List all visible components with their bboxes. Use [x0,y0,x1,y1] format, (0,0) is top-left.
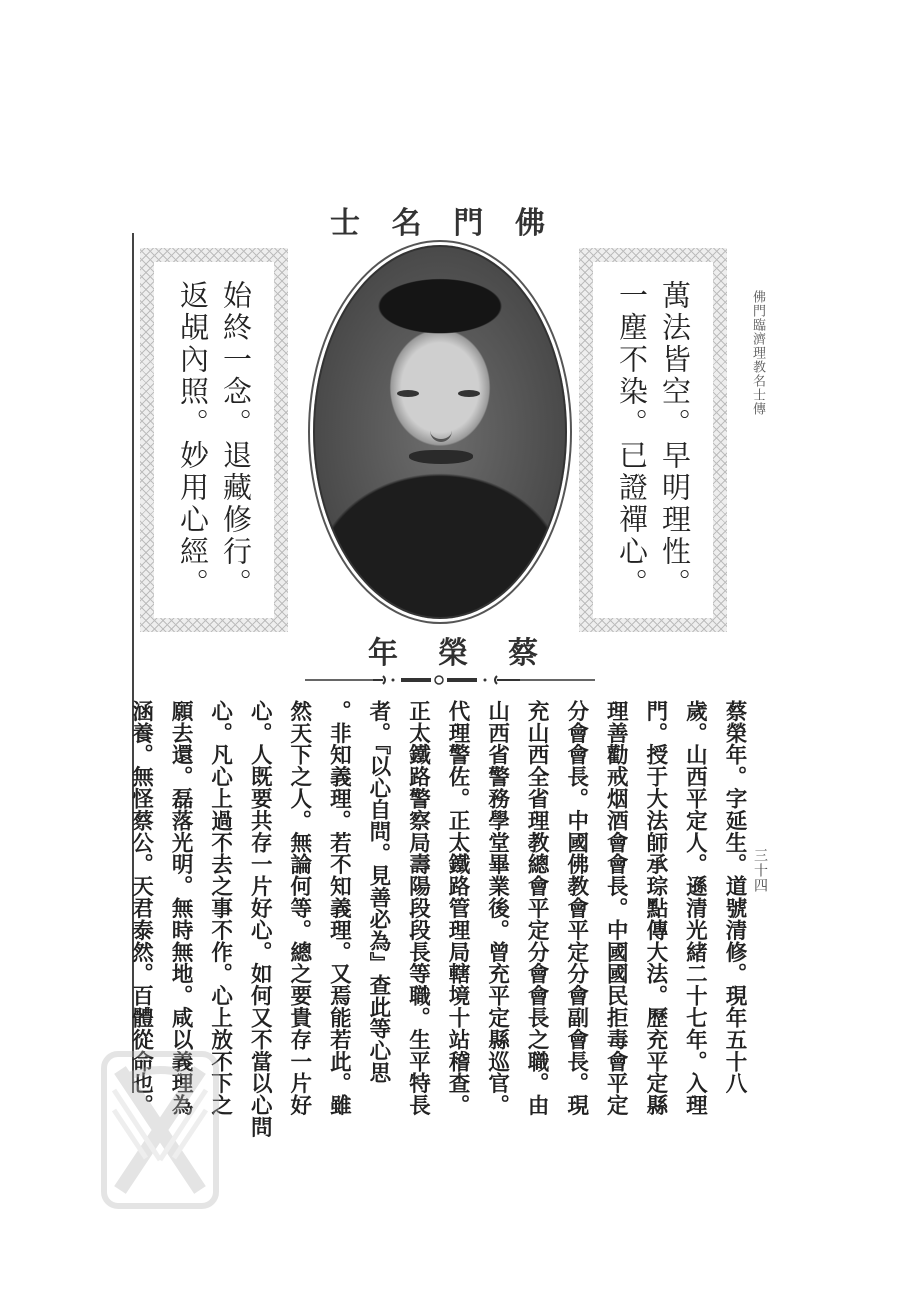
portrait-eye [397,390,419,397]
text-column: 充山西全省理教總會平定分會會長之職。由 [524,700,550,1117]
portrait-eye [458,390,480,397]
watermark-logo-icon [100,1050,220,1210]
text-column: 蔡榮年。字延生。道號清修。現年五十八 [721,700,747,1095]
portrait-photo [313,245,567,619]
running-head: 佛門臨濟理教名士傳 [750,290,765,416]
left-verse-panel-inner [154,262,274,618]
text-column: 歲。山西平定人。遜清光緒二十七年。入理 [682,700,708,1117]
text-column: 者。『以心自問。見善必為』查此等心思 [365,700,391,1084]
left-verse-panel [140,248,288,632]
heading-char: 門 [453,206,484,241]
text-column: 。非知義理。若不知義理。又焉能若此。雖 [326,700,352,1117]
text-column: 正太鐵路警察局壽陽段段長等職。生平特長 [405,700,431,1117]
caption-char: 榮 [438,636,468,671]
portrait-nose [430,419,452,442]
text-column: 涵養。無怪蔡公。天君泰然。百體從命也。 [128,700,154,1117]
text-column: 山西省警務學堂畢業後。曾充平定縣巡官。 [484,700,510,1117]
page-heading [330,198,545,242]
verse-column: 返覘內照。妙用心經。 [176,280,210,600]
heading-char: 名 [391,206,422,241]
verse-column: 萬法皆空。早明理性。 [658,280,692,600]
page-number: 三十四 [752,848,768,893]
right-verse-panel [579,248,727,632]
verse-column: 始終一念。退藏修行。 [219,280,253,600]
portrait-caption [368,628,538,672]
text-column: 然天下之人。無論何等。總之要貴存一片好 [286,700,312,1117]
caption-char: 蔡 [508,636,538,671]
text-column: 理善勸戒烟酒會會長。中國國民拒毒會平定 [603,700,629,1117]
biography-text [128,700,747,1138]
right-verse-panel-inner [593,262,713,618]
heading-char: 佛 [514,206,545,241]
caption-char: 年 [368,636,398,671]
text-column: 分會會長。中國佛教會平定分會副會長。現 [563,700,589,1117]
text-column: 願去還。磊落光明。無時無地。咸以義理為 [168,700,194,1117]
text-column: 門。授于大法師承琮點傳大法。歷充平定縣 [642,700,668,1117]
ornamental-divider [305,674,595,686]
text-column: 代理警佐。正太鐵路管理局轄境十站稽查。 [445,700,470,1117]
text-column: 心。凡心上過不去之事不作。心上放不下之 [207,700,233,1117]
verse-column: 一塵不染。已證禪心。 [615,280,649,600]
text-column: 心。人既要共存一片好心。如何又不當以心問 [247,700,273,1138]
heading-char: 士 [330,206,360,241]
portrait-mustache [409,450,473,464]
